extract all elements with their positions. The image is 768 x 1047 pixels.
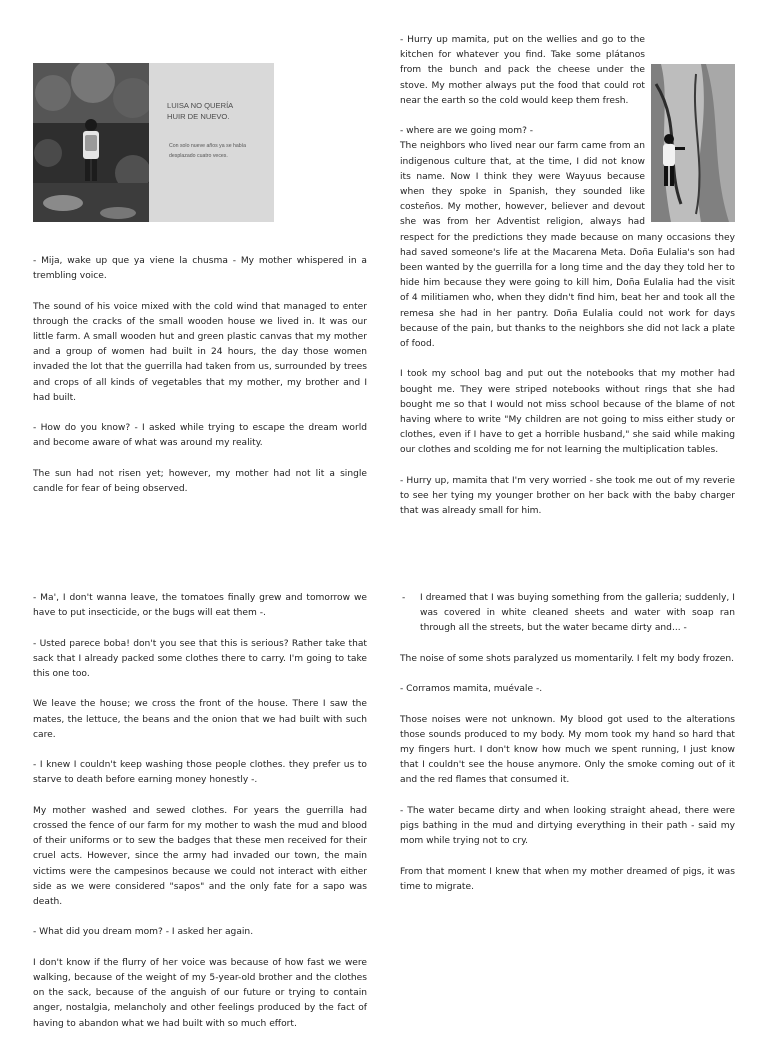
book-caption-page [149,63,274,222]
paragraph: The sun had not risen yet; however, my mother had not lit a single candle for fear of being observed. [33,468,367,494]
paragraph: - where are we going mom? - The neighbors who lived near our farm came from an indigenous culture that, at the time, I did not know its name. Now I think they were Wayuus because when they spoke in Spanish, they sounded like costeños. My mother, however, believer and devout she was from her Adventist religion, always had respect for the predictions they made because on many occasions they had saved someone's life at the Macarena Meta. Doña Eulalia's son had been wanted by the guerrilla for a long time and the day they told her to hide him because they were going to kill him, Doña Eulalia had the visit of 4 militiamen who, when they didn't find him, beat her and took all the remesa she had in her pantry. Doña Eulalia could not work for days because of the pain, but thanks to the neighbors she did not lack a plate of food. [400,126,735,350]
paragraph: The sound of his voice mixed with the cold wind that managed to enter through the cracks of the small wooden house we lived in. It was our little farm. A small wooden hut and green plastic canvas that my mother and a group of women had built in 24 hours, the day those women invaded the lot that the guerrilla had taken from us, surrounded by trees and crops of all kinds of vegetables that my mother, my brother and I had built. [33,301,367,403]
forest-photo-graphic [33,63,149,222]
paragraph: - What did you dream mom? - I asked her again. [33,927,254,938]
paragraph: - Mija, wake up que ya viene la chusma - My mother whispered in a trembling voice. [33,256,367,282]
paragraph: - I knew I couldn't keep washing those people clothes. they prefer us to starve to death before earning money honestly -. [33,760,367,786]
paragraph: - Hurry up, mamita that I'm very worried - she took me out of my reverie to see her tying my younger brother on her back with the baby charger that was already small for him. [400,475,735,517]
book-photograph [33,63,149,222]
book-subtitle: Con solo nueve años ya se había desplazado cuatro veces. [169,143,247,159]
book-photo-image [33,63,274,222]
story-section-top-left [33,254,367,512]
dream-text: I dreamed that I was buying something from the galleria; suddenly, I was covered in white cleaned sheets and water with soap ran through all the streets, but the water became dirty and... - [420,593,735,634]
story-section-bottom-right [400,591,735,910]
paragraph: We leave the house; we cross the front of the house. There I saw the mates, the lettuce, the beans and the onion that we had built with such care. [33,699,367,740]
paragraph: The noise of some shots paralyzed us momentarily. I felt my body frozen. [400,653,735,664]
paragraph: I don't know if the flurry of her voice was because of how fast we were walking, because of the weight of my 5-year-old brother and the clothes on the sack, because of the anguish of our future or trying to contain anger, nostalgia, melancholy and other feelings produced by the fact of having to abandon what we had built with so much effort. [33,957,367,1029]
paragraph: I took my school bag and put out the notebooks that my mother had bought me. They were striped notebooks without rings that she had bought me so that I would not miss school because of the blame of not having where to write "My children are not going to miss either study or clothes, even if I have to get a horrible husband," she said while making our clothes and scolding me for not learning the multiplication tables. [400,369,735,456]
paragraph: - Ma', I don't wanna leave, the tomatoes finally grew and tomorrow we have to put insecticide, or the bugs will eat them -. [33,593,367,619]
book-title: LUISA NO QUERÍA HUIR DE NUEVO. [167,101,234,121]
paragraph: - The water became dirty and when looking straight ahead, there were pigs bathing in the mud and dirtying everything in their path - said my mom while trying not to cry. [400,805,735,847]
paragraph: - Hurry up mamita, put on the wellies and go to the kitchen for whatever you find. Take some plátanos from the bunch and pack the cheese under the stove. My mother always put the food that could rot near the earth so the cold would keep them fresh. [400,35,645,106]
story-section-bottom-left [33,591,367,1047]
paragraph: From that moment I knew that when my mother dreamed of pigs, it was time to migrate. [400,866,735,892]
paragraph: Those noises were not unknown. My blood got used to the alterations those sounds produced to my body. My mom took my hand so hard that my fingers hurt. I don't know how much we spent running, I just know that I couldn't see the house anymore. Only the smoke coming out of it and the red flames that consumed it. [400,714,735,786]
paragraph: - How do you know? - I asked while trying to escape the dream world and become aware of what was around my reality. [33,423,367,449]
list-bullet: - [402,593,406,603]
dream-list-item [400,591,735,637]
story-section-top-right [400,33,735,535]
paragraph: - Usted parece boba! don't you see that this is serious? Rather take that sack that I already packed some clothes there to carry. I'm going to take this one too. [33,638,367,679]
paragraph: - Corramos mamita, muévale -. [400,684,543,695]
paragraph: My mother washed and sewed clothes. For years the guerrilla had crossed the fence of our farm for my mother to wash the mud and blood of their uniforms or to sew the badges that these men received for their cruel acts. However, since the army had invaded our town, the main victims were the campesinos because we could not interact with either side as we were considered "sapos" and the only fate for a sapo was death. [33,805,367,907]
